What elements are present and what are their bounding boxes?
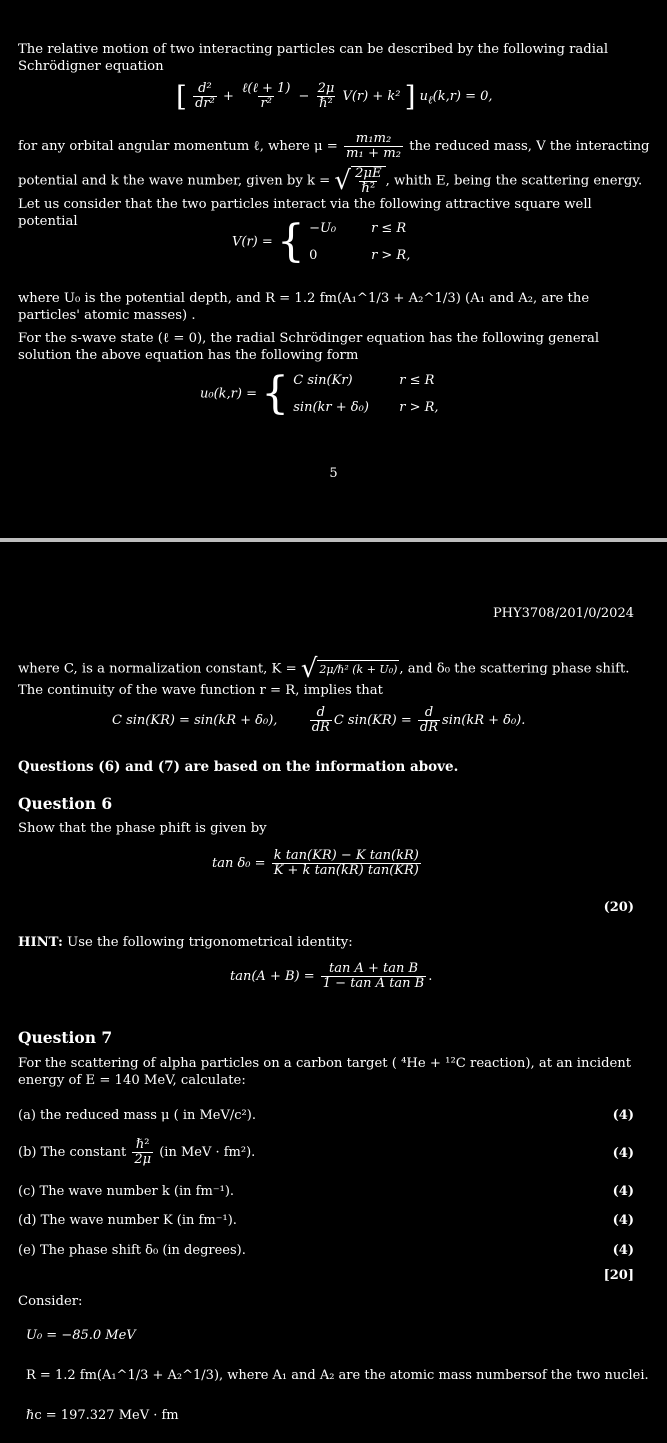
schrodinger-equation: [ $\frac{\text{d²}}{\text{dr²}}$ + $\frac{\text{ℓ(ℓ + 1)}}{\text{r²}}$ − $\frac{2\mu}{\text{ℏ²}}$ V(r) + k² ] $u_\ell(k,r) = 0$, [176, 80, 493, 113]
trig-identity-equation: tan(A + B) = $\frac{\text{tan A + tan B}}{\text{1 − tan A tan B}}$ . [230, 961, 433, 991]
normalization-text: where C, is a normalization constant, K = √ 2μ/ℏ² (k + U₀) , and δ₀ the scattering phase shift. The continuity of the wave function r = R, implies that [18, 654, 630, 698]
page-number: 5 [329, 466, 338, 481]
item-d-marks: (4) [612, 1213, 634, 1228]
phase-shift-equation: tan δ₀ = $\frac{\text{k tan(KR) − K tan(kR)}}{\text{K + k tan(kR) tan(KR)}}$ [212, 848, 419, 878]
potential-depth-text: where U₀ is the potential depth, and R = 1.2 fm(A₁^1/3 + A₂^1/3) (A₁ and A₂, are the particles' atomic masses) . [18, 291, 590, 323]
potential-equation: V(r) = { −U₀ r ≤ R 0 r > R, [232, 216, 411, 267]
item-b: (b) The constant $\frac{\text{ℏ²}}{2\mu}$ (in MeV · fm²). [18, 1137, 256, 1167]
question-7-title: Question 7 [18, 1028, 113, 1047]
questions-based-on: Questions (6) and (7) are based on the information above. [18, 759, 459, 775]
wave-number-text: potential and k the wave number, given by k = √ $\frac{2\mu E}{\text{ℏ²}}$ , whith E, being the scattering energy. [18, 166, 643, 196]
item-e-marks: (4) [612, 1243, 634, 1258]
item-c-marks: (4) [612, 1184, 634, 1199]
item-a-marks: (4) [612, 1108, 634, 1123]
question-6-title: Question 6 [18, 794, 113, 813]
question-7-text: For the scattering of alpha particles on a carbon target ( ⁴He + ¹²C reaction), at an incident energy of E = 140 MeV, calculate: [18, 1056, 632, 1088]
continuity-equations: C sin(KR) = sin(kR + δ₀), $\frac{d}{dR}$ C sin(KR) = $\frac{d}{dR}$ sin(kR + δ₀). [112, 705, 526, 735]
square-well-text: Let us consider that the two particles interact via the following attractive square well potential [18, 197, 592, 229]
course-code-header: PHY3708/201/0/2024 [492, 606, 634, 621]
item-a: (a) the reduced mass μ ( in MeV/c²). [18, 1108, 256, 1123]
question-6-text: Show that the phase phift is given by [18, 821, 267, 836]
item-b-marks: (4) [612, 1146, 634, 1161]
page-divider [0, 538, 667, 542]
hint-text: HINT: Use the following trigonometrical identity: [18, 935, 353, 950]
consider-label: Consider: [18, 1294, 83, 1309]
wave-function-equation: u₀(k,r) = { C sin(Kr) r ≤ R sin(kr + δ₀) r > R, [200, 368, 439, 419]
intro-text: The relative motion of two interacting particles can be described by the following radial Schrödigner equation [18, 42, 609, 74]
item-e: (e) The phase shift δ₀ (in degrees). [18, 1243, 246, 1258]
question-7-total: [20] [603, 1268, 634, 1283]
item-c: (c) The wave number k (in fm⁻¹). [18, 1184, 235, 1199]
constant-radius: R = 1.2 fm(A₁^1/3 + A₂^1/3), where A₁ and A₂ are the atomic mass numbersof the two nuclei. [26, 1368, 649, 1383]
constant-u0: U₀ = −85.0 MeV [26, 1328, 136, 1343]
constant-hbar-c: ℏc = 197.327 MeV · fm [26, 1408, 179, 1423]
s-wave-text: For the s-wave state (ℓ = 0), the radial Schrödinger equation has the following general solution the above equation has the following form [18, 331, 600, 363]
question-6-marks: (20) [603, 900, 634, 915]
item-d: (d) The wave number K (in fm⁻¹). [18, 1213, 237, 1228]
reduced-mass-text: for any orbital angular momentum ℓ, where μ = $\frac{\text{m₁m₂}}{\text{m₁ + m₂}}$ the reduced mass, V the interacting [18, 131, 650, 161]
